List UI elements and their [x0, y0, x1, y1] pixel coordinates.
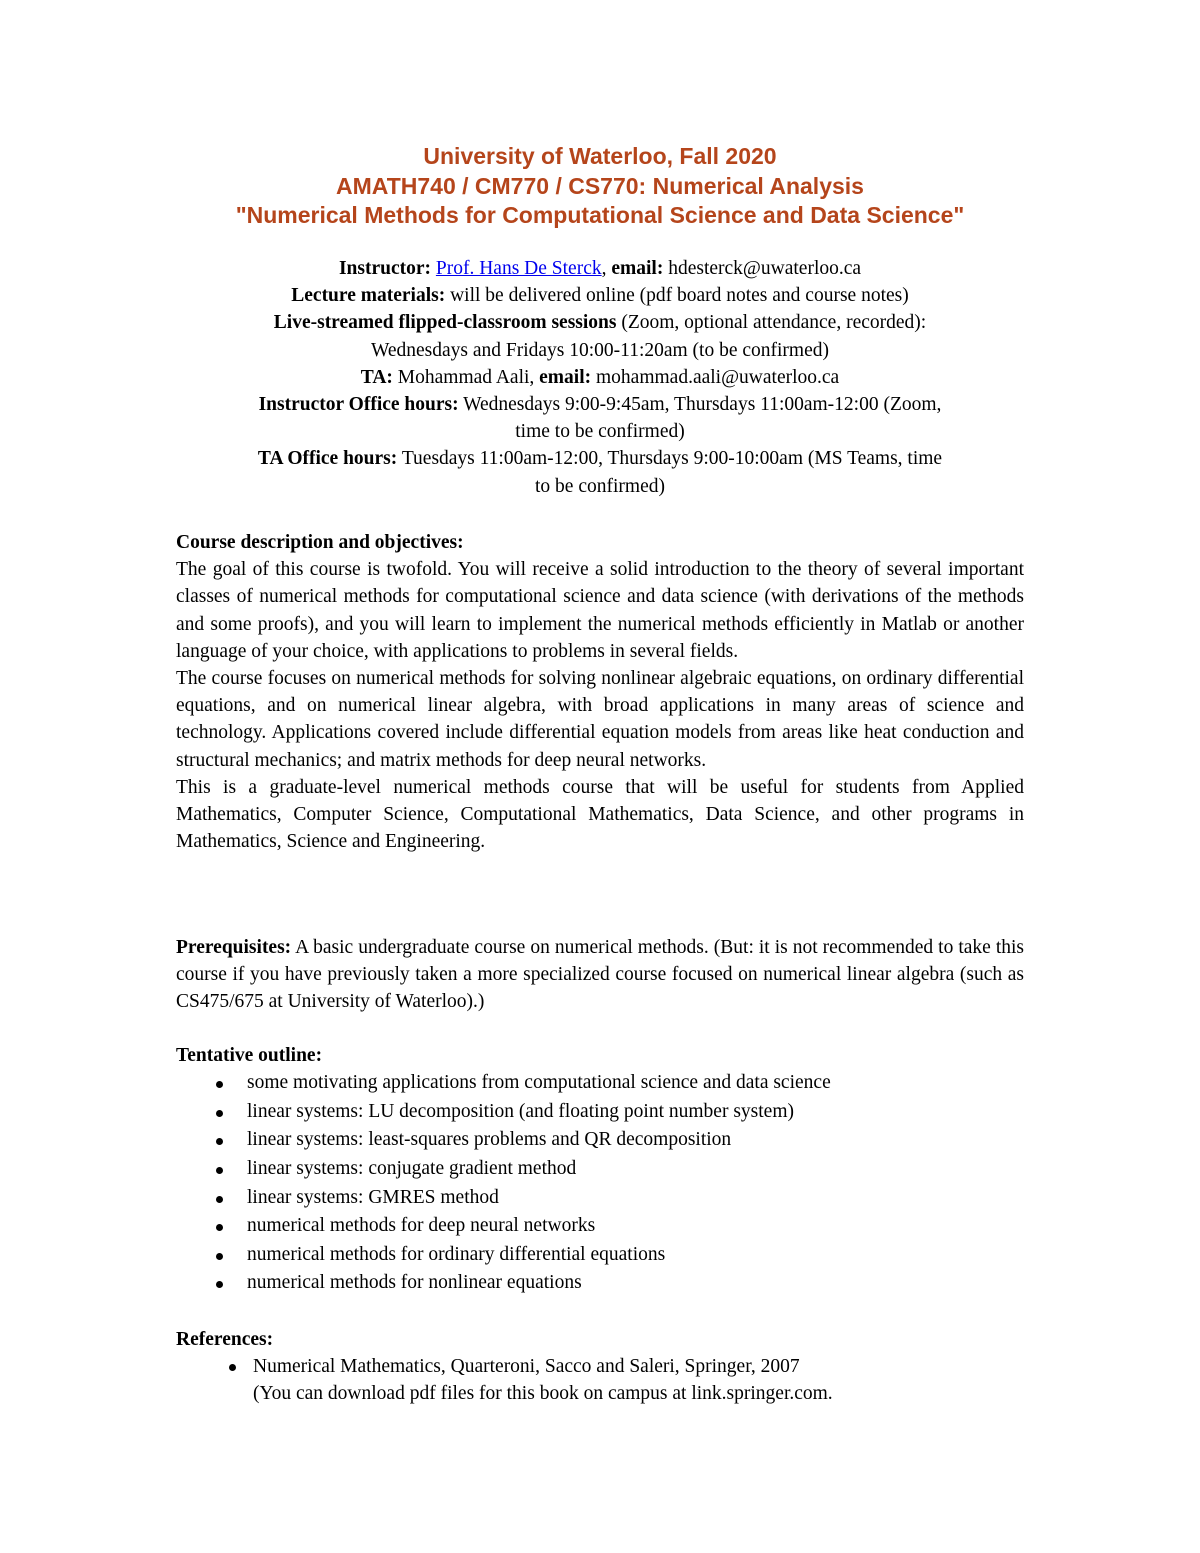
prerequisites-label: Prerequisites: [176, 937, 292, 958]
ta-email: mohammad.aali@uwaterloo.ca [596, 366, 840, 388]
ta-office-hours-cont: to be confirmed) [535, 475, 665, 497]
live-sessions-line [170, 309, 1030, 336]
ta-email-label: email: [539, 366, 592, 388]
description-paragraph-3: This is a graduate-level numerical methods course that will be useful for students from Applied Mathematics, Computer Science, Computational Mathematics, Data Science, and other programs in Mathematics, Science and Engineering. [176, 776, 1024, 853]
list-item [176, 1184, 1024, 1213]
description-paragraph-2: The course focuses on numerical methods for solving nonlinear algebraic equations, on ordinary differential equations, and on numerical linear algebra, with broad applications in many areas of science and technology. Applications covered include differential equation models from areas like heat conduction and structural mechanics; and matrix methods for deep neural networks. [176, 668, 1024, 771]
live-sessions-text: (Zoom, optional attendance, recorded): [621, 312, 927, 334]
instructor-email-label: email: [611, 258, 664, 279]
ta-office-hours-label: TA Office hours: [257, 448, 398, 470]
instructor-line [170, 255, 1030, 282]
list-item [176, 1212, 1024, 1241]
prerequisites-text: A basic undergraduate course on numerical methods. (But: it is not recommended to take this course if you have previously taken a more specialized course focused on numerical linear algebra (such as CS475/675 at University of Waterloo).) [176, 937, 1024, 1013]
outline-item-text: numerical methods for deep neural networks [247, 1215, 596, 1237]
bullet-icon [216, 1224, 223, 1231]
instructor-office-hours-text: Wednesdays 9:00-9:45am, Thursdays 11:00am-12:00 (Zoom, [463, 394, 942, 416]
reference-title: Numerical Mathematics, Quarteroni, Sacco and Saleri, Springer, 2007 [253, 1356, 800, 1378]
instructor-link[interactable]: Prof. Hans De Sterck [435, 258, 602, 279]
description-heading: Course description and objectives: [176, 532, 464, 553]
instructor-email: hdesterck@uwaterloo.ca [668, 258, 862, 279]
instructor-office-hours-line [170, 391, 1030, 418]
list-item [176, 1126, 1024, 1155]
list-item [176, 1269, 1024, 1298]
outline-list [176, 1069, 1024, 1298]
bullet-icon [216, 1167, 223, 1174]
bullet-icon [216, 1138, 223, 1145]
references-section [176, 1326, 1024, 1407]
title-course-codes: AMATH740 / CM770 / CS770: Numerical Analysis [336, 172, 864, 199]
outline-item-text: linear systems: least-squares problems and QR decomposition [247, 1129, 732, 1151]
prerequisites-section [176, 934, 1024, 1016]
list-item [176, 1069, 1024, 1098]
outline-section [176, 1042, 1024, 1298]
bullet-icon [229, 1364, 236, 1371]
course-info-block [170, 255, 1030, 500]
lecture-materials-line [170, 282, 1030, 309]
live-sessions-label: Live-streamed flipped-classroom sessions [273, 312, 617, 334]
description-section [176, 529, 1024, 855]
ta-name: Mohammad Aali, [397, 366, 535, 388]
instructor-office-hours-label: Instructor Office hours: [258, 394, 459, 416]
lecture-materials-text: will be delivered online (pdf board notes and course notes) [450, 285, 909, 307]
ta-line [170, 364, 1030, 391]
list-item [176, 1098, 1024, 1127]
title-course-name: "Numerical Methods for Computational Science and Data Science" [235, 202, 965, 228]
lecture-materials-label: Lecture materials: [291, 285, 446, 307]
outline-item-text: some motivating applications from computational science and data science [247, 1072, 831, 1094]
outline-item-text: numerical methods for ordinary differential equations [247, 1243, 666, 1265]
live-sessions-schedule: Wednesdays and Fridays 10:00-11:20am (to be confirmed) [370, 339, 829, 361]
bullet-icon [216, 1081, 223, 1088]
ta-office-hours-line [170, 445, 1030, 472]
ta-office-hours-text: Tuesdays 11:00am-12:00, Thursdays 9:00-10:00am (MS Teams, time [401, 448, 943, 470]
ta-label: TA: [360, 366, 393, 388]
list-item [176, 1353, 1024, 1407]
reference-note: (You can download pdf files for this book on campus at link.springer.com. [253, 1383, 833, 1405]
course-title-block [170, 142, 1030, 231]
outline-item-text: linear systems: LU decomposition (and floating point number system) [247, 1100, 794, 1122]
instructor-office-hours-cont: time to be confirmed) [515, 421, 685, 443]
references-heading: References: [176, 1329, 274, 1350]
outline-item-text: linear systems: GMRES method [247, 1186, 499, 1208]
outline-heading: Tentative outline: [176, 1045, 323, 1066]
list-item [176, 1155, 1024, 1184]
instructor-separator: , [601, 258, 607, 279]
bullet-icon [216, 1196, 223, 1203]
bullet-icon [216, 1281, 223, 1288]
instructor-label: Instructor: [338, 258, 432, 279]
outline-item-text: linear systems: conjugate gradient method [247, 1157, 577, 1179]
bullet-icon [216, 1110, 223, 1117]
outline-item-text: numerical methods for nonlinear equations [247, 1272, 582, 1294]
list-item [176, 1241, 1024, 1270]
description-paragraph-1: The goal of this course is twofold. You will receive a solid introduction to the theory of several important classes of numerical methods for computational science and data science (with derivations of the methods and some proofs), and you will learn to implement the numerical methods efficiently in Matlab or another language of your choice, with applications to problems in several fields. [176, 559, 1024, 662]
bullet-icon [216, 1253, 223, 1260]
title-university: University of Waterloo, Fall 2020 [423, 143, 777, 169]
